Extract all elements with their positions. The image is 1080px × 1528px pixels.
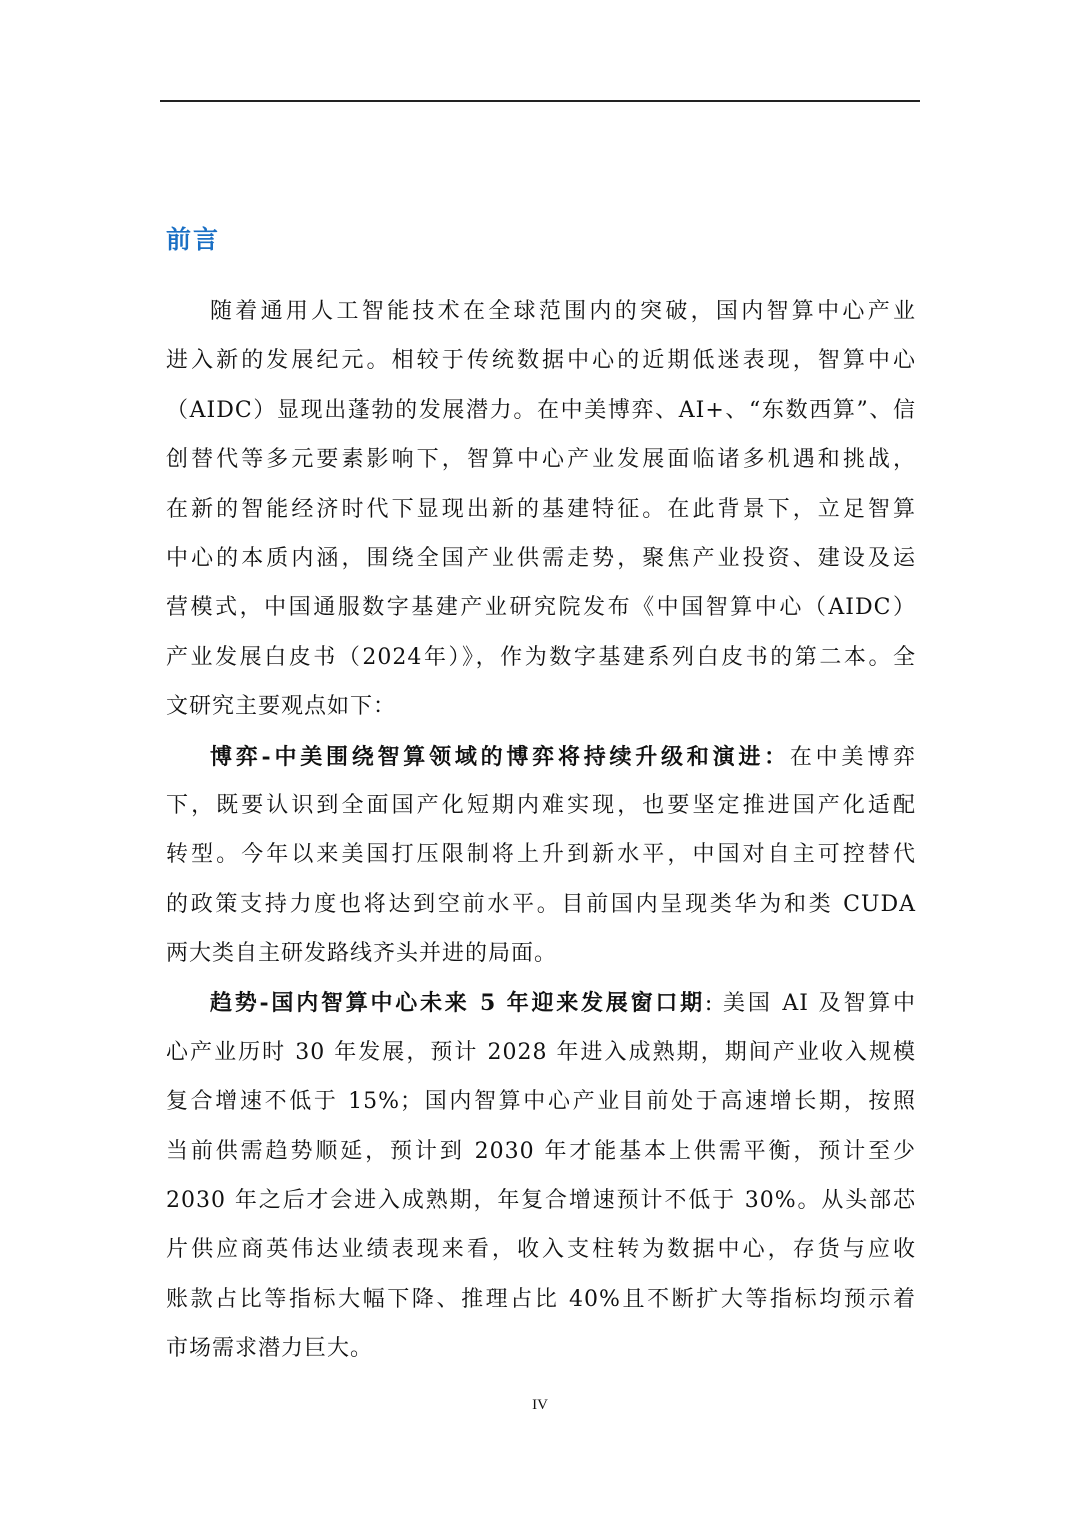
line-text: 中心的本质内涵，围绕全国产业供需走势，聚焦产业投资、建设及运	[166, 545, 916, 571]
line-text: （AIDC）显现出蓬勃的发展潜力。在中美博弈、AI+、“东数西算”、信	[166, 397, 916, 423]
line-text: 两大类自主研发路线齐头并进的局面。	[166, 941, 558, 967]
line-text: 在中美博弈	[789, 744, 916, 770]
line-text: 营模式，中国通服数字基建产业研究院发布《中国智算中心（AIDC）	[166, 595, 916, 621]
text-line	[166, 1232, 916, 1281]
line-text: 市场需求潜力巨大。	[166, 1336, 374, 1362]
line-text: 的政策支持力度也将达到空前水平。目前国内呈现类华为和类 CUDA	[166, 891, 916, 917]
text-line	[166, 985, 916, 1034]
text-line	[166, 1183, 916, 1232]
text-line	[166, 1134, 916, 1183]
text-line	[166, 837, 916, 886]
line-text: 当前供需趋势顺延，预计到 2030 年才能基本上供需平衡，预计至少	[166, 1138, 916, 1164]
text-line	[166, 887, 916, 936]
page-number: IV	[532, 1397, 548, 1413]
text-line	[166, 1084, 916, 1133]
bold-lead: 趋势-国内智算中心未来 5 年迎来发展窗口期	[210, 990, 705, 1017]
text-line	[166, 492, 916, 541]
line-text: 在新的智能经济时代下显现出新的基建特征。在此背景下，立足智算	[166, 496, 916, 522]
text-line	[166, 541, 916, 590]
line-text: 下，既要认识到全面国产化短期内难实现，也要坚定推进国产化适配	[166, 792, 916, 818]
line-text: 账款占比等指标大幅下降、推理占比 40%且不断扩大等指标均预示着	[166, 1286, 916, 1312]
text-line	[166, 640, 916, 689]
text-line	[166, 343, 916, 392]
line-text: 心产业历时 30 年发展，预计 2028 年进入成熟期，期间产业收入规模	[166, 1039, 916, 1065]
text-line	[166, 294, 916, 343]
line-text: 产业发展白皮书（2024年）》，作为数字基建系列白皮书的第二本。全	[166, 644, 916, 670]
text-line	[166, 442, 916, 491]
line-text: 创替代等多元要素影响下，智算中心产业发展面临诸多机遇和挑战，	[166, 447, 916, 473]
text-line	[166, 936, 916, 985]
section-heading: 前言	[166, 225, 221, 254]
line-text: 进入新的发展纪元。相较于传统数据中心的近期低迷表现，智算中心	[166, 348, 916, 374]
text-line	[166, 739, 916, 788]
body-text	[166, 294, 916, 1381]
text-line	[166, 590, 916, 639]
text-line	[166, 689, 916, 738]
text-line	[166, 788, 916, 837]
text-line	[166, 1282, 916, 1331]
line-text: 片供应商英伟达业绩表现来看，收入支柱转为数据中心，存货与应收	[166, 1237, 916, 1263]
line-text: : 美国 AI 及智算中	[704, 991, 916, 1017]
bold-lead: 博弈-中美围绕智算领域的博弈将持续升级和演进：	[210, 743, 790, 770]
text-line	[166, 393, 916, 442]
text-line	[166, 1035, 916, 1084]
line-text: 复合增速不低于 15%；国内智算中心产业目前处于高速增长期，按照	[166, 1089, 916, 1115]
text-line	[166, 1331, 916, 1380]
line-text: 2030 年之后才会进入成熟期，年复合增速预计不低于 30%。从头部芯	[166, 1188, 917, 1214]
header-rule	[160, 100, 920, 102]
line-text: 转型。今年以来美国打压限制将上升到新水平，中国对自主可控替代	[166, 842, 916, 868]
line-text: 随着通用人工智能技术在全球范围内的突破，国内智算中心产业	[210, 299, 916, 324]
line-text: 文研究主要观点如下：	[166, 694, 397, 720]
